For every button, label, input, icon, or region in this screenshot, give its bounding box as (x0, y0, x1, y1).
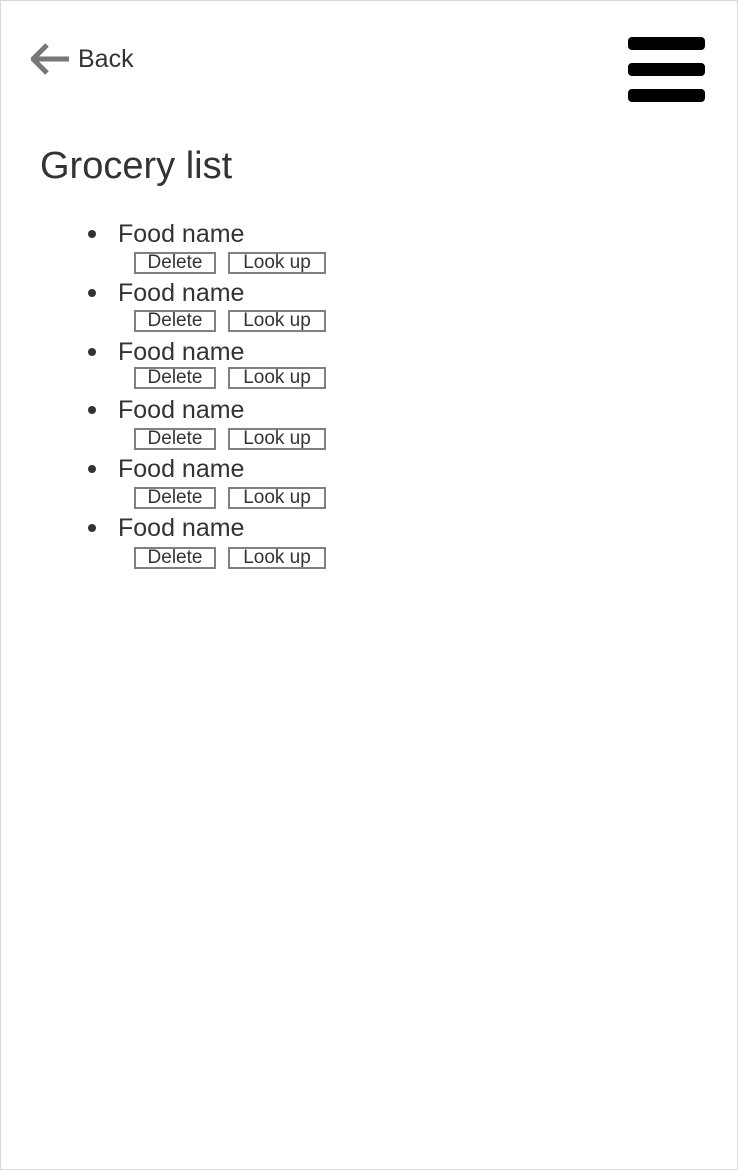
delete-button[interactable]: Delete (134, 487, 216, 509)
menu-bar (628, 89, 705, 102)
bullet (88, 465, 96, 473)
look-up-button[interactable]: Look up (228, 252, 326, 274)
bullet (88, 230, 96, 238)
menu-bar (628, 63, 705, 76)
look-up-button[interactable]: Look up (228, 310, 326, 332)
list-item (118, 220, 418, 276)
list-item (118, 396, 418, 452)
food-name: Food name (118, 338, 245, 366)
look-up-button[interactable]: Look up (228, 367, 326, 389)
food-name: Food name (118, 279, 245, 307)
food-name: Food name (118, 514, 245, 542)
arrow-left-icon (31, 43, 71, 75)
delete-button[interactable]: Delete (134, 252, 216, 274)
look-up-button[interactable]: Look up (228, 487, 326, 509)
look-up-button[interactable]: Look up (228, 547, 326, 569)
delete-button[interactable]: Delete (134, 310, 216, 332)
list-item (118, 338, 418, 394)
delete-button[interactable]: Delete (134, 547, 216, 569)
page-title: Grocery list (40, 145, 233, 187)
bullet (88, 348, 96, 356)
back-button[interactable] (31, 43, 134, 75)
list-item (118, 279, 418, 335)
bullet (88, 406, 96, 414)
food-name: Food name (118, 220, 245, 248)
list-item (118, 455, 418, 511)
delete-button[interactable]: Delete (134, 367, 216, 389)
food-name: Food name (118, 396, 245, 424)
bullet (88, 289, 96, 297)
menu-bar (628, 37, 705, 50)
bullet (88, 524, 96, 532)
list-item (118, 514, 418, 570)
hamburger-menu-icon[interactable] (628, 37, 705, 104)
look-up-button[interactable]: Look up (228, 428, 326, 450)
delete-button[interactable]: Delete (134, 428, 216, 450)
food-name: Food name (118, 455, 245, 483)
back-label: Back (78, 45, 134, 73)
